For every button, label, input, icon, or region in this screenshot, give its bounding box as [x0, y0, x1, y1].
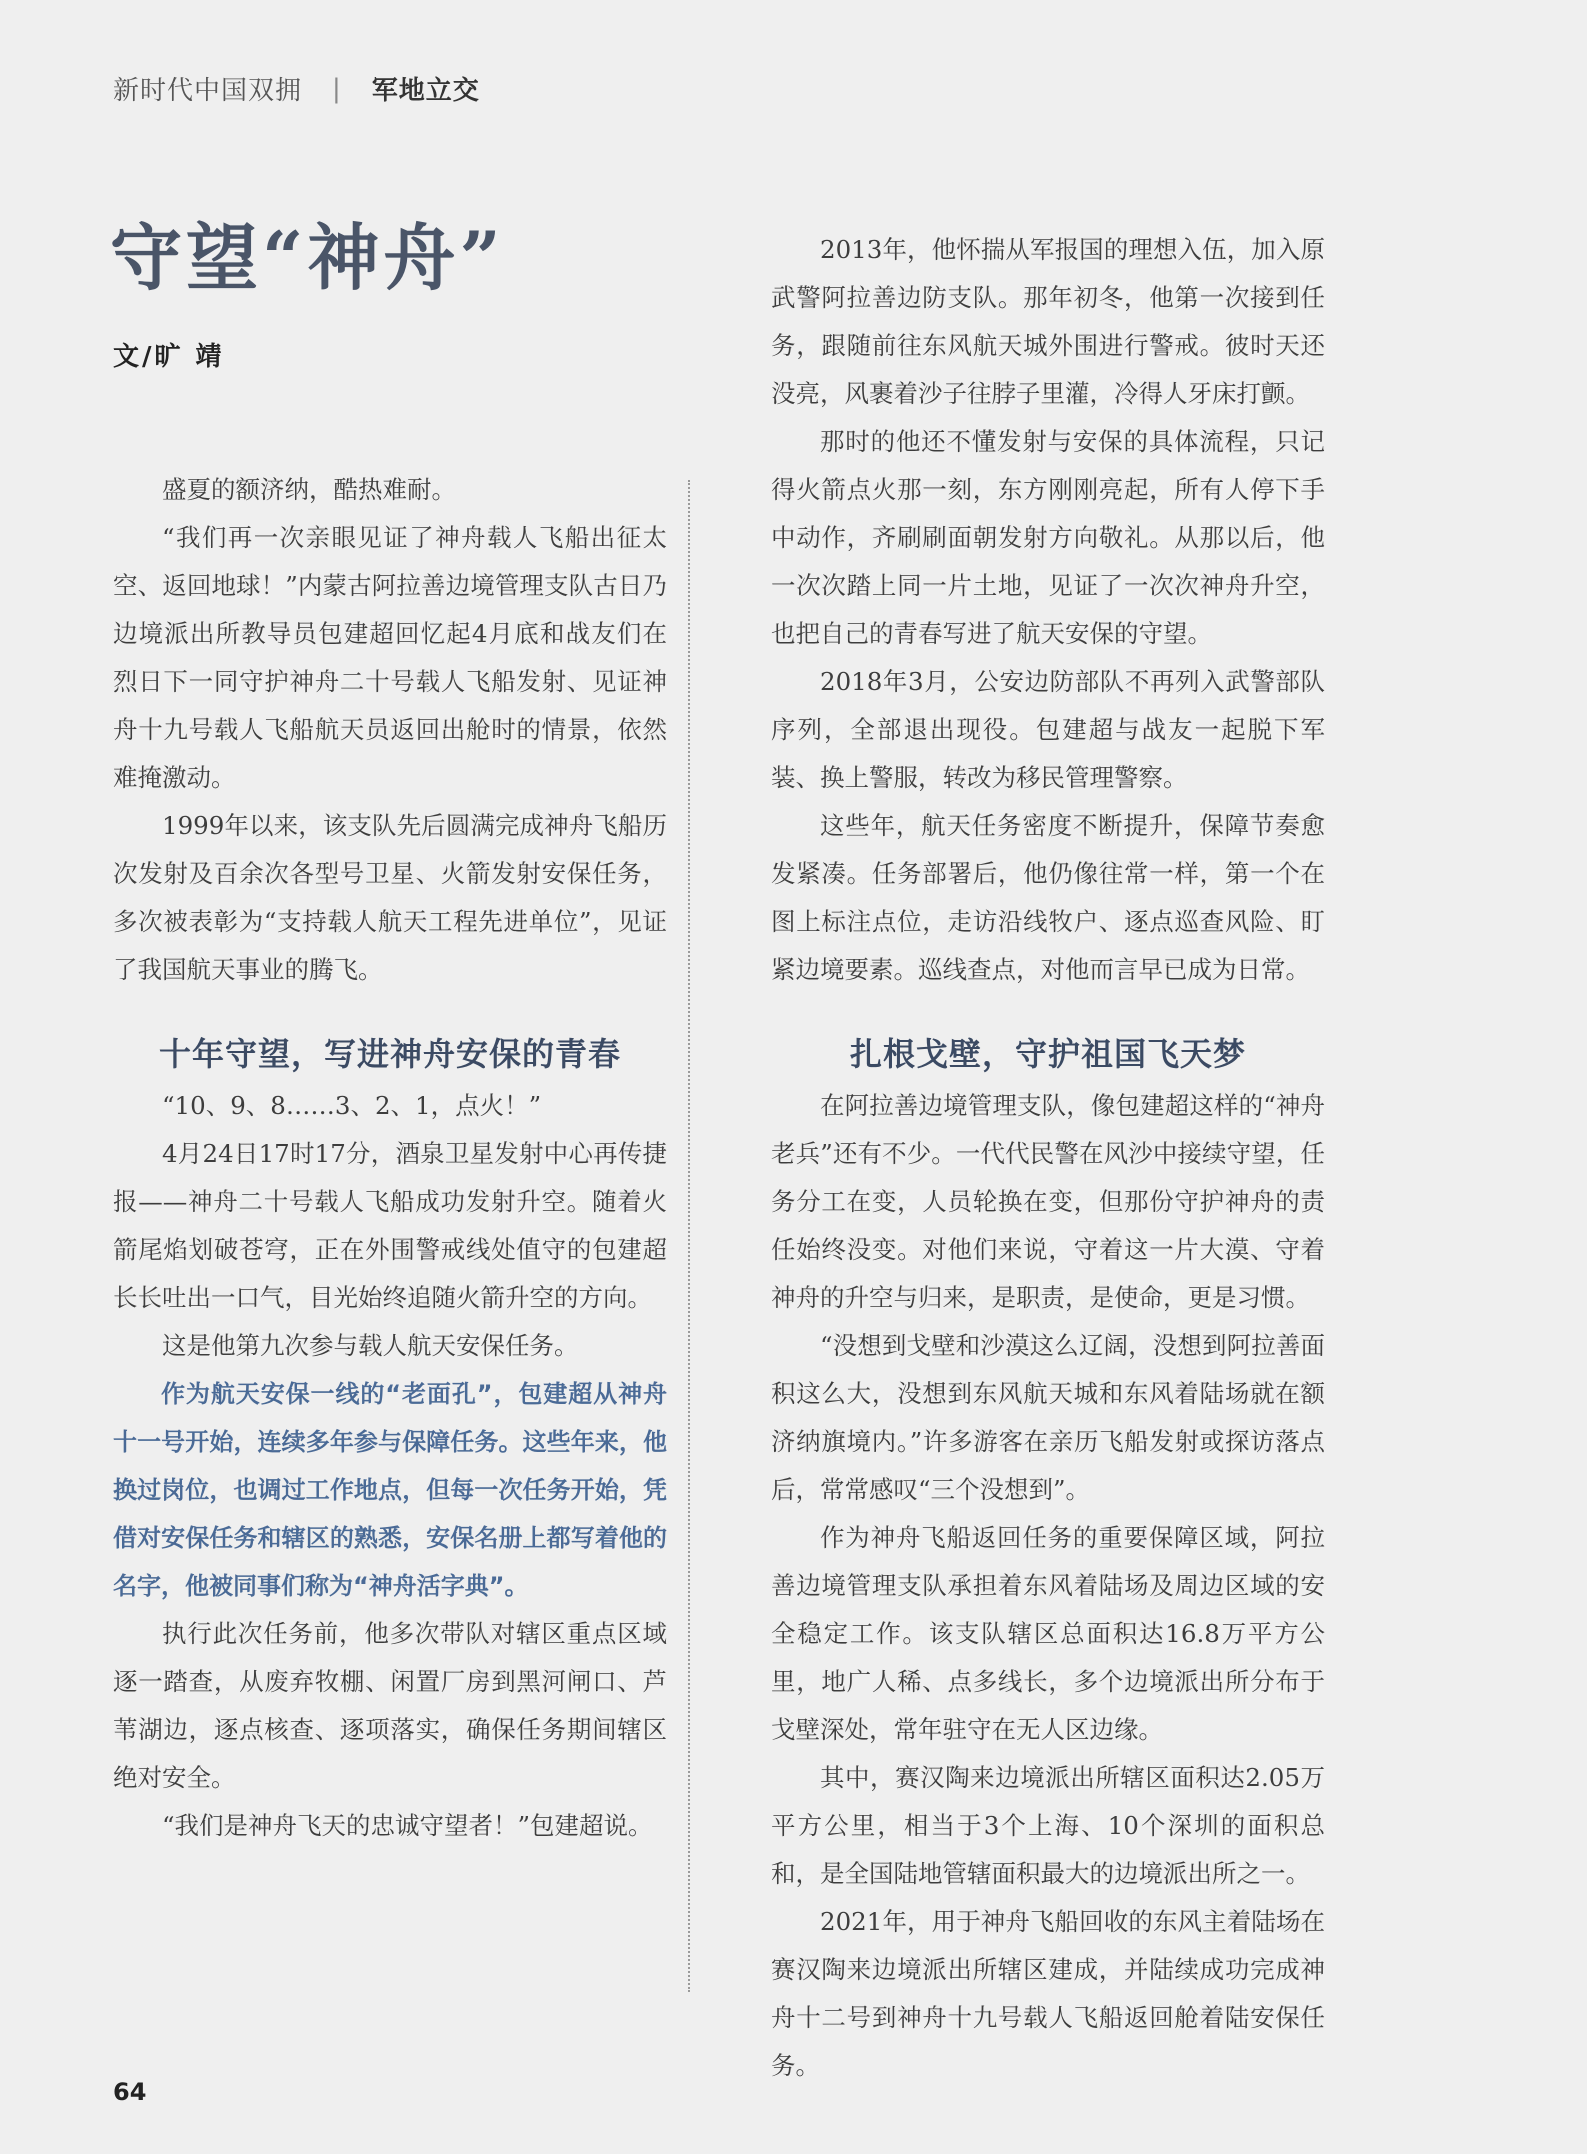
- body-paragraph: 2021年，用于神舟飞船回收的东风主着陆场在赛汉陶来边境派出所辖区建成，并陆续成功完成神舟十二号到神舟十九号载人飞船返回舱着陆安保任务。: [771, 1907, 1325, 2080]
- section-name: 军地立交: [371, 76, 480, 106]
- running-header: [113, 70, 480, 107]
- intro-paragraph: “我们再一次亲眼见证了神舟载人飞船出征太空、返回地球！”内蒙古阿拉善边境管理支队古日乃边境派出所教导员包建超回忆起4月底和战友们在烈日下一同守护神舟二十号载人飞船发射、见证神舟十九号载人飞船航天员返回出舱时的情景，依然难掩激动。: [113, 523, 667, 792]
- body-paragraph: 这些年，航天任务密度不断提升，保障节奏愈发紧凑。任务部署后，他仍像往常一样，第一个在图上标注点位，走访沿线牧户、逐点巡查风险、盯紧边境要素。巡线查点，对他而言早已成为日常。: [771, 811, 1325, 984]
- series-name: 新时代中国双拥: [113, 76, 303, 106]
- right-column: [771, 226, 1325, 2090]
- section-heading: 十年守望，写进神舟安保的青春: [158, 1035, 621, 1073]
- body-paragraph: “我们是神舟飞天的忠诚守望者！”包建超说。: [162, 1811, 653, 1840]
- section-heading: 扎根戈壁，守护祖国飞天梦: [849, 1035, 1246, 1073]
- body-paragraph: “10、9、8……3、2、1，点火！”: [162, 1091, 542, 1120]
- left-column: [113, 466, 667, 1850]
- page-number: 64: [113, 2078, 147, 2106]
- body-paragraph: 4月24日17时17分，酒泉卫星发射中心再传捷报——神舟二十号载人飞船成功发射升空。随着火箭尾焰划破苍穹，正在外围警戒线处值守的包建超长长吐出一口气，目光始终追随火箭升空的方向。: [113, 1139, 667, 1312]
- body-paragraph: 在阿拉善边境管理支队，像包建超这样的“神舟老兵”还有不少。一代代民警在风沙中接续守望，任务分工在变，人员轮换在变，但那份守护神舟的责任始终没变。对他们来说，守着这一片大漠、守着神舟的升空与归来，是职责，是使命，更是习惯。: [771, 1091, 1325, 1312]
- article-byline: 文/旷 靖: [113, 342, 225, 372]
- body-paragraph: 执行此次任务前，他多次带队对辖区重点区域逐一踏查，从废弃牧棚、闲置厂房到黑河闸口、芦苇湖边，逐点核查、逐项落实，确保任务期间辖区绝对安全。: [113, 1619, 667, 1792]
- header-separator: |: [332, 73, 342, 104]
- body-paragraph: 2013年，他怀揣从军报国的理想入伍，加入原武警阿拉善边防支队。那年初冬，他第一次接到任务，跟随前往东风航天城外围进行警戒。彼时天还没亮，风裹着沙子往脖子里灌，冷得人牙床打颤。: [771, 235, 1325, 408]
- highlight-paragraph: 作为航天安保一线的“老面孔”，包建超从神舟十一号开始，连续多年参与保障任务。这些年来，他换过岗位，也调过工作地点，但每一次任务开始，凭借对安保任务和辖区的熟悉，安保名册上都写着他的名字，他被同事们称为“神舟活字典”。: [113, 1380, 667, 1600]
- body-paragraph: 其中，赛汉陶来边境派出所辖区面积达2.05万平方公里，相当于3个上海、10个深圳的面积总和，是全国陆地管辖面积最大的边境派出所之一。: [771, 1763, 1325, 1888]
- intro-paragraph: 盛夏的额济纳，酷热难耐。: [162, 475, 456, 504]
- body-paragraph: 作为神舟飞船返回任务的重要保障区域，阿拉善边境管理支队承担着东风着陆场及周边区域的安全稳定工作。该支队辖区总面积达16.8万平方公里，地广人稀、点多线长，多个边境派出所分布于戈壁深处，常年驻守在无人区边缘。: [771, 1523, 1325, 1744]
- body-paragraph: 这是他第九次参与载人航天安保任务。: [162, 1331, 579, 1360]
- body-paragraph: 那时的他还不懂发射与安保的具体流程，只记得火箭点火那一刻，东方刚刚亮起，所有人停下手中动作，齐刷刷面朝发射方向敬礼。从那以后，他一次次踏上同一片土地，见证了一次次神舟升空，也把自己的青春写进了航天安保的守望。: [771, 427, 1325, 648]
- column-divider: [688, 480, 690, 1992]
- body-paragraph: 2018年3月，公安边防部队不再列入武警部队序列，全部退出现役。包建超与战友一起脱下军装、换上警服，转改为移民管理警察。: [771, 667, 1325, 792]
- intro-paragraph: 1999年以来，该支队先后圆满完成神舟飞船历次发射及百余次各型号卫星、火箭发射安保任务，多次被表彰为“支持载人航天工程先进单位”，见证了我国航天事业的腾飞。: [113, 811, 667, 984]
- article-title: 守望“神舟”: [110, 215, 505, 300]
- body-paragraph: “没想到戈壁和沙漠这么辽阔，没想到阿拉善面积这么大，没想到东风航天城和东风着陆场就在额济纳旗境内。”许多游客在亲历飞船发射或探访落点后，常常感叹“三个没想到”。: [771, 1331, 1325, 1504]
